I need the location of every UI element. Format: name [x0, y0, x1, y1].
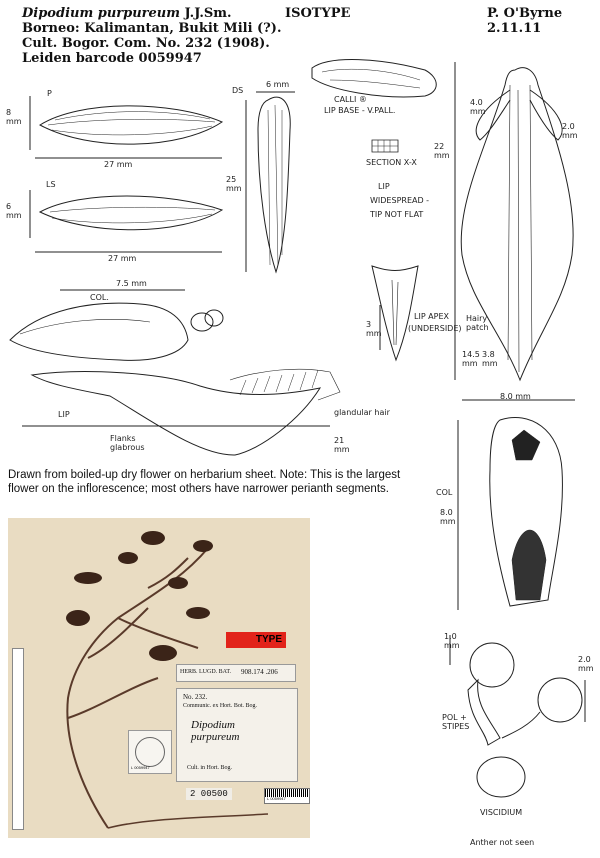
barcode-line: Leiden barcode 0059947 [22, 51, 202, 66]
label-hairy-patch: Hairy patch [466, 314, 489, 332]
label-ls: LS [46, 180, 56, 189]
stipes-drawing [468, 680, 540, 745]
calli-drawing [312, 60, 436, 97]
type-label-text: TYPE [255, 634, 282, 645]
label-col2-size: 8.0 mm [440, 508, 456, 526]
label-lobe-length: 2.0 mm [562, 122, 578, 140]
label-lip-apex: LIP APEX [414, 312, 450, 321]
label-comm: Communic. ex Hort. Bot. Bog. [183, 703, 257, 709]
lateral-sepal-drawing [40, 196, 222, 230]
label-no: No. 232. [183, 693, 208, 701]
label-total-length: 22 mm [434, 142, 450, 160]
label-lip: LIP [58, 410, 70, 419]
barcode [264, 788, 310, 804]
label-lobe-width: 4.0 mm [470, 98, 486, 116]
accession-number: 2 00500 [186, 788, 232, 800]
type-label [226, 632, 286, 648]
label-ds-length: 25 mm [226, 175, 242, 193]
label-ds-width: 6 mm [266, 80, 290, 89]
label-handwritten-name: Dipodium purpureum [191, 719, 240, 743]
label-apex-size: 3 mm [366, 320, 382, 338]
lip-side-drawing [32, 372, 320, 455]
column-side-drawing [10, 303, 188, 360]
label-hp-size2: 3.8 mm [482, 350, 498, 368]
herbarium-sheet-photo [8, 518, 310, 838]
label-lip-note2: WIDESPREAD - [370, 196, 430, 205]
label-lip-note3: TIP NOT FLAT [370, 210, 424, 219]
stamp-text: L 0059947 [131, 765, 150, 770]
label-glandular: glandular hair [334, 408, 390, 417]
pollinium-left [470, 643, 514, 687]
label-poll-stipes: POL + STIPES [442, 713, 470, 731]
label-underside: (UNDERSIDE) [408, 324, 462, 333]
drawing-caption: Drawn from boiled-up dry flower on herbarium sheet. Note: This is the largest flower on the inflorescence; most others have narrower perianth segments. [8, 469, 401, 495]
label-ls-width: 6 mm [6, 202, 22, 220]
label-poll-size2: 2.0 mm [578, 655, 594, 673]
label-calli: CALLI ® [334, 95, 367, 104]
label-ds: DS [232, 86, 244, 95]
label-hp-size1: 14.5 mm [462, 350, 480, 368]
drawing-date: 2.11.11 [487, 21, 542, 36]
herb-number: 908.174 .206 [241, 668, 278, 676]
pollinium-right [538, 678, 582, 722]
barcode-text: L 0059947 [267, 796, 286, 801]
label-lip-width: 8.0 mm [500, 392, 531, 401]
species-name: Dipodium purpureum [22, 6, 180, 21]
label-poll-size: 1.0 mm [444, 632, 460, 650]
herbarium-stamp [128, 730, 172, 774]
label-p: P [47, 89, 52, 98]
author-name: P. O'Byrne [487, 6, 563, 21]
collection-label [176, 688, 298, 782]
label-section: SECTION X-X [366, 158, 417, 167]
label-viscidium: VISCIDIUM [480, 808, 523, 817]
label-p-width: 8 mm [6, 108, 22, 126]
label-lip-base: LIP BASE - V.PALL. [324, 106, 396, 115]
viscidium-drawing [477, 757, 525, 797]
collection-line: Cult. Bogor. Com. No. 232 (1908). [22, 36, 270, 51]
lip-apex-drawing [372, 266, 418, 360]
isotype-title: ISOTYPE [285, 6, 351, 21]
label-anther: Anther not seen [470, 838, 535, 847]
herb-label-text: HERB. LUGD. BAT. [180, 669, 232, 675]
label-cult: Cult. in Hort. Bog. [187, 765, 233, 771]
species-authority: J.J.Sm. [184, 6, 232, 21]
label-lip-size: 21 mm [334, 436, 350, 454]
locality-line: Borneo: Kalimantan, Bukit Mili (?). [22, 21, 282, 36]
label-col: COL. [90, 293, 109, 302]
label-lip-note1: LIP [378, 182, 390, 191]
label-p-length: 27 mm [104, 160, 133, 169]
label-ls-length: 27 mm [108, 254, 137, 263]
herb-label [176, 664, 296, 682]
label-flanks: Flanks glabrous [110, 434, 145, 452]
dorsal-sepal-drawing [258, 97, 290, 272]
label-col-size: 7.5 mm [116, 279, 147, 288]
label-col2: COL [436, 488, 453, 497]
